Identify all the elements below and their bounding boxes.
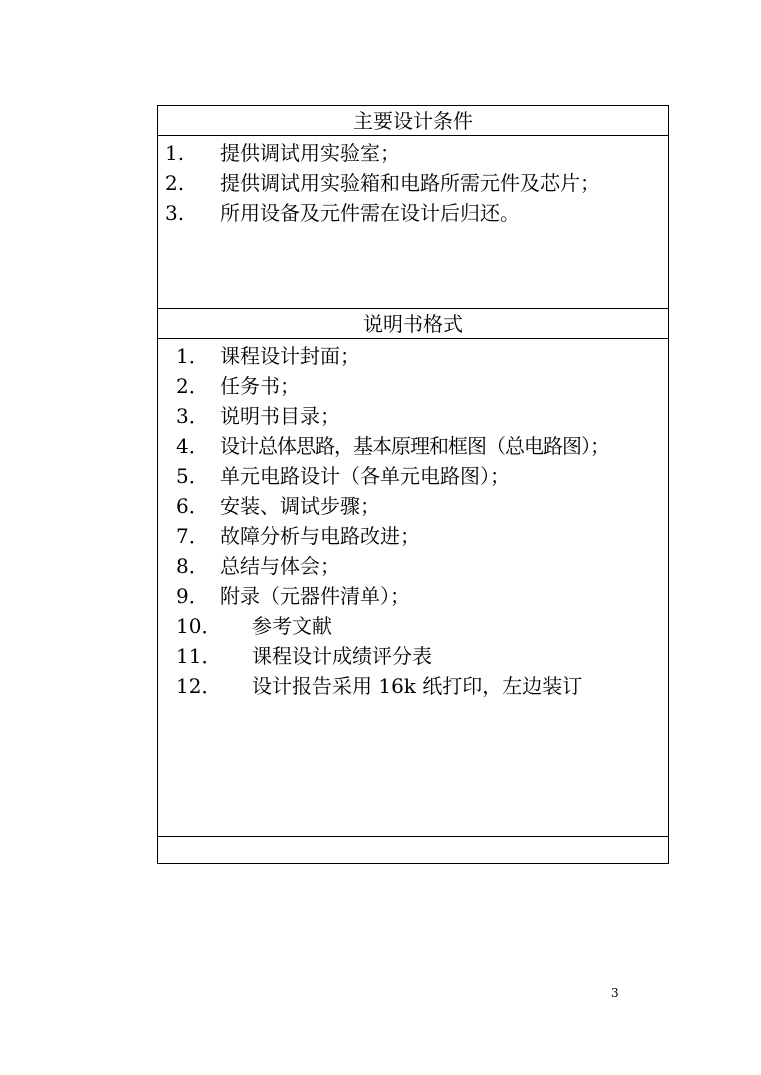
list-item <box>158 198 668 228</box>
item-number: 11． <box>176 644 222 668</box>
item-text: 单元电路设计（各单元电路图）； <box>220 464 510 488</box>
item-number: 3. <box>165 201 185 225</box>
list-item <box>158 461 668 491</box>
item-text: 提供调试用实验室； <box>220 141 400 165</box>
list-item <box>158 401 668 431</box>
design-requirements-table <box>157 105 669 864</box>
item-number: 1． <box>176 344 209 368</box>
list-item <box>158 581 668 611</box>
item-number: 7． <box>176 524 209 548</box>
item-text: 课程设计封面； <box>220 344 360 368</box>
list-item <box>158 551 668 581</box>
item-text: 说明书目录； <box>220 404 340 428</box>
item-number: 12． <box>176 674 222 698</box>
list-item <box>158 671 668 701</box>
item-number: 2． <box>176 374 209 398</box>
section-title-design-conditions: 主要设计条件 <box>158 106 668 136</box>
item-number: 1. <box>165 141 185 165</box>
item-text: 安装、调试步骤； <box>220 494 380 518</box>
item-text: 任务书； <box>220 374 300 398</box>
item-number: 4． <box>176 434 209 458</box>
item-text: 设计报告采用 16k 纸打印，左边装订 <box>252 674 583 698</box>
item-number: 10． <box>176 614 222 638</box>
design-conditions-list <box>158 136 668 309</box>
list-item <box>158 491 668 521</box>
item-text: 故障分析与电路改进； <box>220 524 420 548</box>
list-item <box>158 168 668 198</box>
item-text: 课程设计成绩评分表 <box>252 644 432 668</box>
item-text: 设计总体思路，基本原理和框图（总电路图）； <box>220 434 609 458</box>
item-number: 8． <box>176 554 209 578</box>
item-number: 2. <box>165 171 185 195</box>
empty-footer-row <box>158 837 668 863</box>
manual-format-list <box>158 339 668 837</box>
list-item <box>158 611 668 641</box>
item-text: 所用设备及元件需在设计后归还。 <box>220 201 520 225</box>
list-item <box>158 431 668 461</box>
item-number: 6． <box>176 494 209 518</box>
list-item <box>158 371 668 401</box>
item-number: 3． <box>176 404 209 428</box>
page-number: 3 <box>611 986 619 1000</box>
list-item <box>158 641 668 671</box>
item-text: 附录（元器件清单）； <box>220 584 410 608</box>
list-item <box>158 521 668 551</box>
item-number: 9． <box>176 584 209 608</box>
item-text: 提供调试用实验箱和电路所需元件及芯片； <box>220 171 600 195</box>
list-item <box>158 341 668 371</box>
item-text: 总结与体会； <box>220 554 340 578</box>
item-text: 参考文献 <box>252 614 332 638</box>
section-title-manual-format: 说明书格式 <box>158 309 668 339</box>
item-number: 5． <box>176 464 209 488</box>
list-item <box>158 138 668 168</box>
